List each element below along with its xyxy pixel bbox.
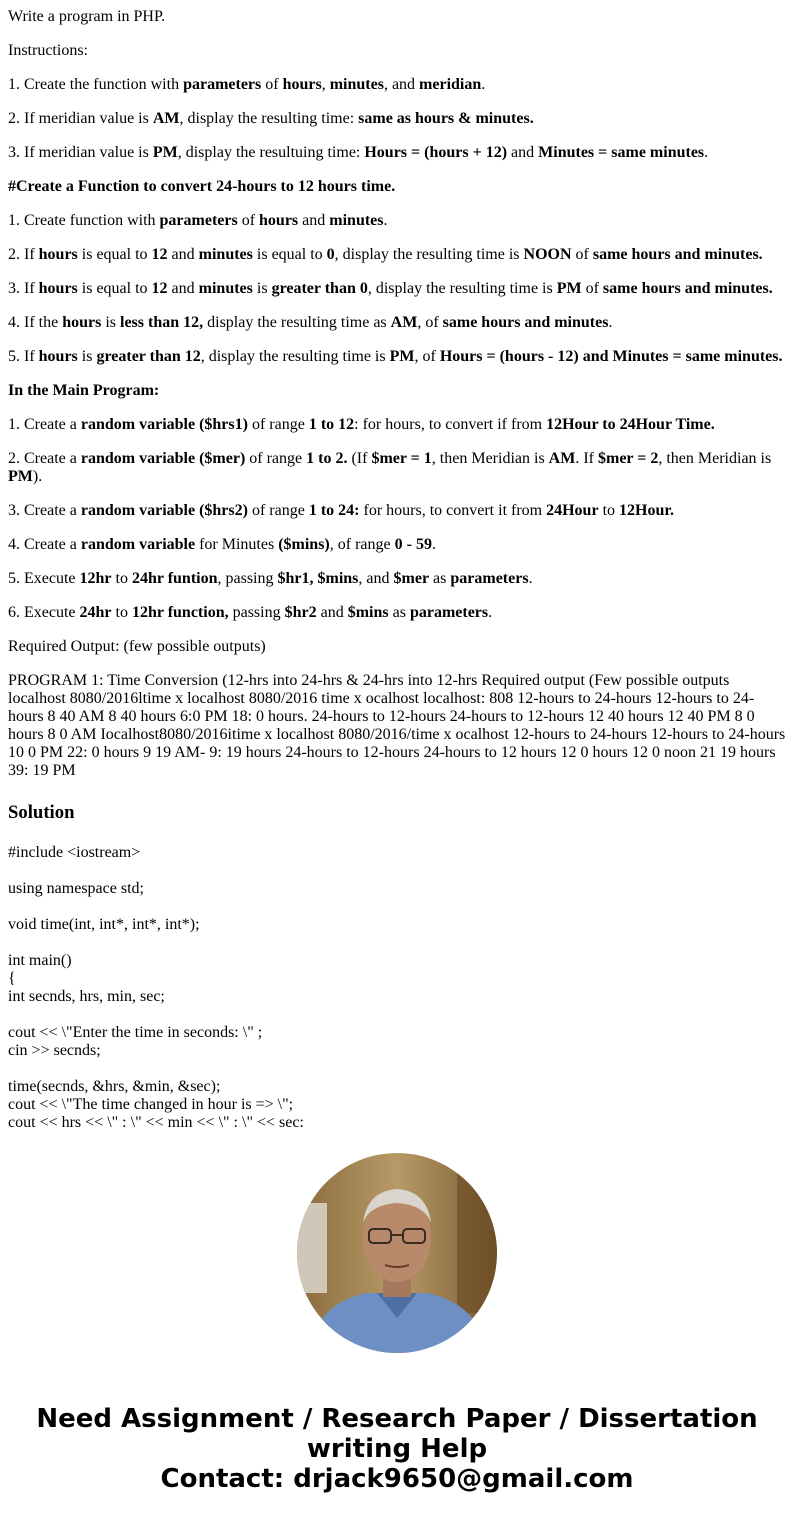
text-segment: is equal to (77, 246, 152, 263)
text-segment: of range (245, 450, 307, 467)
bold-term: $mer = 2 (597, 450, 659, 467)
bold-term: Hours = (hours - 12) and Minutes = same minutes. (439, 348, 783, 365)
text-segment: . (383, 212, 388, 229)
bold-term: $mer (393, 570, 430, 587)
text-segment: for hours, to convert it from (359, 502, 547, 519)
text-segment: to (598, 502, 620, 519)
bold-term: same as hours & minutes. (358, 110, 534, 127)
bold-term: random variable ($hrs1) (80, 416, 248, 433)
main-step-4 (8, 536, 786, 554)
bold-term: 12Hour to 24Hour Time. (546, 416, 715, 433)
instruction-1 (8, 76, 786, 94)
main-program-heading: In the Main Program: (8, 382, 160, 399)
text-segment: is (252, 280, 272, 297)
text-segment: as (429, 570, 451, 587)
code-line: cin >> secnds; (8, 1042, 101, 1059)
text-segment: of (261, 76, 283, 93)
code-line: time(secnds, &hrs, &min, &sec); (8, 1078, 221, 1095)
text-segment: (If (347, 450, 372, 467)
bold-term: $mins (347, 604, 389, 621)
text-segment: . (704, 144, 709, 161)
text-segment: 5. Execute (8, 570, 80, 587)
bold-term: minutes (198, 280, 253, 297)
bold-term: $mer = 1 (371, 450, 432, 467)
bold-term: 0 (326, 246, 335, 263)
text-segment: and (298, 212, 330, 229)
code-input-block (8, 1024, 786, 1060)
text-segment: display the resulting time as (203, 314, 391, 331)
code-line: { (8, 970, 16, 987)
bold-term: 24hr funtion (131, 570, 218, 587)
text-segment: 3. If meridian value is (8, 144, 153, 161)
bold-term: random variable (80, 536, 196, 553)
text-segment: , passing (217, 570, 278, 587)
code-line: cout << hrs << \" : \" << min << \" : \" << sec: (8, 1114, 304, 1131)
code-main-block (8, 952, 786, 1006)
text-segment: for Minutes (195, 536, 279, 553)
text-segment: 5. If (8, 348, 39, 365)
text-segment: , of range (329, 536, 395, 553)
promo-line-2: writing Help (306, 1434, 488, 1464)
bold-term: hours (62, 314, 102, 331)
bold-term: hours (282, 76, 322, 93)
text-segment: . (481, 76, 486, 93)
text-segment: of range (247, 502, 309, 519)
bold-term: 0 - 59 (394, 536, 432, 553)
bold-term: AM (152, 110, 180, 127)
text-segment: is (101, 314, 120, 331)
code-line: cout << \"The time changed in hour is => \"; (8, 1096, 294, 1113)
bold-term: greater than 0 (271, 280, 368, 297)
bold-term: minutes (329, 212, 384, 229)
text-segment: and (167, 246, 199, 263)
text-segment: . (488, 604, 493, 621)
code-namespace: using namespace std; (8, 880, 144, 897)
code-line: cout << \"Enter the time in seconds: \" ; (8, 1024, 263, 1041)
step-2 (8, 246, 786, 264)
text-segment: of range (247, 416, 309, 433)
step-4 (8, 314, 786, 332)
text-segment: is (77, 348, 97, 365)
bold-term: 12hr function, (131, 604, 229, 621)
bold-term: PM (152, 144, 178, 161)
bold-term: 24hr (79, 604, 112, 621)
text-segment: 2. Create a (8, 450, 81, 467)
bold-term: 12Hour. (619, 502, 674, 519)
bold-term: NOON (523, 246, 572, 263)
text-segment: and (167, 280, 199, 297)
author-photo (297, 1153, 497, 1353)
required-output-label: Required Output: (few possible outputs) (8, 638, 266, 655)
text-segment: passing (228, 604, 285, 621)
bold-term: parameters (159, 212, 238, 229)
promo-contact: Contact: drjack9650@gmail.com (160, 1464, 634, 1494)
bold-term: less than 12, (120, 314, 204, 331)
text-segment: 1. Create the function with (8, 76, 184, 93)
bold-term: same hours and minutes. (602, 280, 773, 297)
text-segment: , display the resulting time is (367, 280, 557, 297)
code-line: int main() (8, 952, 72, 969)
code-output-block (8, 1078, 786, 1132)
bold-term: PM (556, 280, 582, 297)
instructions-label: Instructions: (8, 42, 88, 59)
code-line: int secnds, hrs, min, sec; (8, 988, 165, 1005)
bold-term: PM (389, 348, 415, 365)
bold-term: 12 (151, 280, 168, 297)
text-segment: . (431, 536, 436, 553)
text-segment: , (321, 76, 330, 93)
text-segment: 1. Create function with (8, 212, 160, 229)
text-segment: , and (383, 76, 420, 93)
bold-term: same hours and minutes (442, 314, 609, 331)
text-segment: 6. Execute (8, 604, 80, 621)
bold-term: Hours = (hours + 12) (364, 144, 508, 161)
text-segment: . (608, 314, 613, 331)
intro-text: Write a program in PHP. (8, 8, 166, 25)
bold-term: AM (390, 314, 418, 331)
text-segment: 4. Create a (8, 536, 81, 553)
text-segment: , display the resulting time is (200, 348, 390, 365)
text-segment: of (237, 212, 260, 229)
step-5 (8, 348, 786, 366)
instruction-3 (8, 144, 786, 162)
document-body (8, 0, 786, 1132)
bold-term: $hr1, $mins (277, 570, 359, 587)
text-segment: , display the resultuing time: (177, 144, 365, 161)
bold-term: greater than 12 (96, 348, 201, 365)
bold-term: 12 (151, 246, 168, 263)
text-segment: 2. If (8, 246, 39, 263)
solution-heading: Solution (8, 802, 75, 823)
text-segment: is equal to (77, 280, 152, 297)
bold-term: minutes (329, 76, 384, 93)
bold-term: AM (548, 450, 576, 467)
text-segment: of (571, 246, 593, 263)
text-segment: ). (32, 468, 43, 485)
text-segment: is equal to (252, 246, 327, 263)
text-segment: . If (575, 450, 598, 467)
main-step-1 (8, 416, 786, 434)
text-segment: . (528, 570, 533, 587)
bold-term: meridian (419, 76, 482, 93)
code-include: #include <iostream> (8, 844, 141, 861)
bold-term: parameters (409, 604, 489, 621)
text-segment: , display the resulting time is (334, 246, 524, 263)
text-segment: of (581, 280, 603, 297)
main-step-3 (8, 502, 786, 520)
bold-term: 24Hour (546, 502, 599, 519)
bold-term: parameters (450, 570, 529, 587)
bold-term: random variable ($hrs2) (80, 502, 248, 519)
bold-term: hours (38, 280, 78, 297)
program-output-text: PROGRAM 1: Time Conversion (12-hrs into 24-hrs & 24-hrs into 12-hrs Required output (Few possible outputs localhost 8080/2016ltime x localhost 8080/2016 time x ocalhost localhost: 808 12-hours to 24-hours 12-hours to 24-hours 8 40 AM 8 40 hours 6:0 PM 18: 0 hours. 24-hours to 12-hours 24-hours to 12-hours 12 40 hours 12 40 PM 8 0 hours 8 0 AM Iocalhost8080/2016itime x localhost 8080/2016/time x ocalhost 12-hours to 24-hours 12-hours to 24-hours 10 0 PM 22: 0 hours 9 19 AM- 9: 19 hours 24-hours to 12-hours 24-hours to 12 hours 12 0 hours 12 0 noon 21 19 hours 39: 19 PM (8, 672, 786, 779)
text-segment: , of (414, 348, 440, 365)
text-segment: 3. Create a (8, 502, 81, 519)
text-segment: and (507, 144, 539, 161)
text-segment: 4. If the (8, 314, 63, 331)
text-segment: and (316, 604, 348, 621)
text-segment: 2. If meridian value is (8, 110, 153, 127)
text-segment: , and (358, 570, 394, 587)
text-segment: , then Meridian is (658, 450, 772, 467)
bold-term: 1 to 12 (308, 416, 355, 433)
bold-term: $hr2 (284, 604, 317, 621)
bold-term: hours (38, 246, 78, 263)
text-segment: : for hours, to convert if from (354, 416, 547, 433)
bold-term: Minutes = same minutes (538, 144, 705, 161)
bold-term: random variable ($mer) (80, 450, 246, 467)
section-heading-24to12: #Create a Function to convert 24-hours to 12 hours time. (8, 178, 396, 195)
instruction-2 (8, 110, 786, 128)
author-portrait-image (297, 1153, 497, 1353)
code-prototype: void time(int, int*, int*, int*); (8, 916, 200, 933)
bold-term: same hours and minutes. (592, 246, 763, 263)
text-segment: to (111, 570, 132, 587)
step-3 (8, 280, 786, 298)
main-step-5 (8, 570, 786, 588)
promo-banner (0, 1404, 794, 1494)
text-segment: 3. If (8, 280, 39, 297)
bold-term: minutes (198, 246, 253, 263)
bold-term: 12hr (79, 570, 112, 587)
bold-term: 1 to 2. (306, 450, 348, 467)
text-segment: to (111, 604, 132, 621)
text-segment: , then Meridian is (431, 450, 549, 467)
text-segment: as (388, 604, 410, 621)
bold-term: ($mins) (278, 536, 330, 553)
main-step-2 (8, 450, 786, 486)
promo-line-1: Need Assignment / Research Paper / Dissertation (36, 1404, 758, 1434)
bold-term: PM (8, 468, 33, 485)
bold-term: hours (259, 212, 299, 229)
step-1 (8, 212, 786, 230)
text-segment: , display the resulting time: (179, 110, 359, 127)
bold-term: 1 to 24: (308, 502, 360, 519)
text-segment: , of (417, 314, 443, 331)
bold-term: parameters (183, 76, 262, 93)
main-step-6 (8, 604, 786, 622)
bold-term: hours (38, 348, 78, 365)
text-segment: 1. Create a (8, 416, 81, 433)
